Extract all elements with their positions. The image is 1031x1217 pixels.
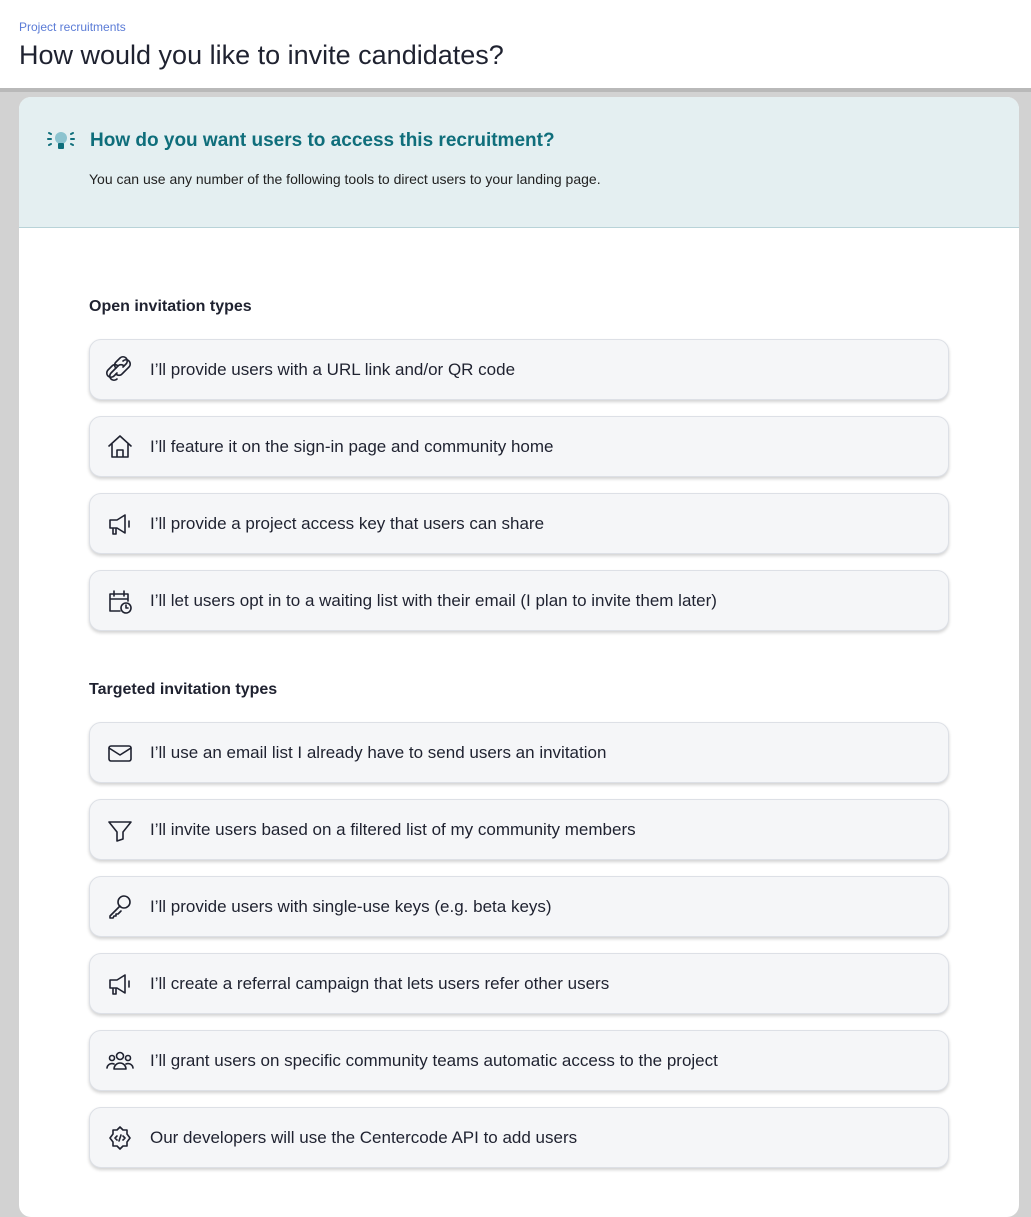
invitation-option[interactable] (89, 570, 949, 631)
page-header (0, 0, 1031, 92)
link-icon (104, 354, 136, 386)
key-icon (104, 891, 136, 923)
option-label: I’ll use an email list I already have to send users an invitation (150, 742, 607, 762)
option-label: I’ll grant users on specific community teams automatic access to the project (150, 1050, 718, 1070)
info-title: How do you want users to access this recruitment? (90, 130, 555, 151)
home-icon (104, 431, 136, 463)
filter-icon (104, 814, 136, 846)
breadcrumb[interactable]: Project recruitments (19, 20, 126, 34)
invitation-option[interactable] (89, 1030, 949, 1091)
invitation-option[interactable] (89, 416, 949, 477)
page-title: How would you like to invite candidates? (19, 40, 504, 70)
invitation-option[interactable] (89, 876, 949, 937)
info-text: You can use any number of the following tools to direct users to your landing page. (89, 171, 601, 187)
option-label: I’ll provide users with a URL link and/or QR code (150, 359, 516, 379)
invitation-option[interactable] (89, 339, 949, 400)
content-card (19, 97, 1019, 1217)
option-label: I’ll let users opt in to a waiting list with their email (I plan to invite them later) (150, 590, 717, 610)
option-label: I’ll provide a project access key that users can share (150, 513, 545, 533)
option-label: Our developers will use the Centercode API to add users (150, 1127, 578, 1147)
option-label: I’ll create a referral campaign that lets users refer other users (150, 973, 610, 993)
megaphone-icon (104, 968, 136, 1000)
open-section-title: Open invitation types (89, 298, 252, 315)
invitation-option[interactable] (89, 799, 949, 860)
calendar-clock-icon (104, 585, 136, 617)
code-gear-icon (104, 1122, 136, 1154)
users-icon (104, 1045, 136, 1077)
option-label: I’ll invite users based on a filtered list of my community members (150, 819, 636, 839)
invitation-option[interactable] (89, 953, 949, 1014)
info-banner (19, 97, 1019, 228)
option-label: I’ll feature it on the sign-in page and community home (150, 436, 554, 456)
invitation-option[interactable] (89, 493, 949, 554)
invitation-option[interactable] (89, 1107, 949, 1168)
option-label: I’ll provide users with single-use keys (e.g. beta keys) (150, 896, 552, 916)
megaphone-icon (104, 508, 136, 540)
mail-icon (104, 737, 136, 769)
lightbulb-icon (46, 129, 76, 153)
targeted-section-title: Targeted invitation types (89, 681, 278, 698)
invitation-option[interactable] (89, 722, 949, 783)
